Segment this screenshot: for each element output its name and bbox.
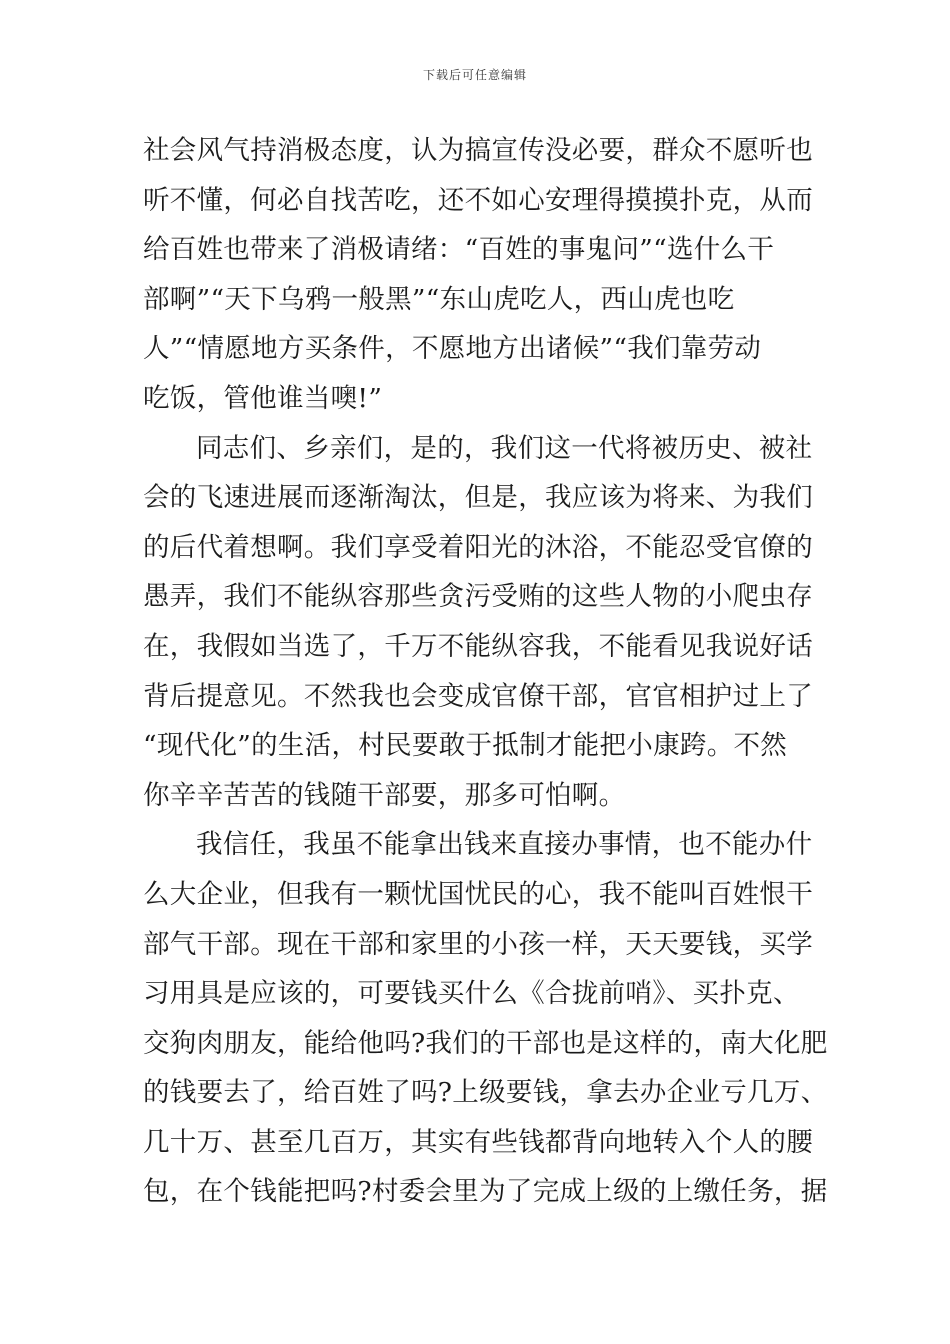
text-line: 么大企业，但我有一颗忧国忧民的心，我不能叫百姓恨干 [143,878,813,910]
text-line: 部啊”“天下乌鸦一般黑”“东山虎吃人，西山虎也吃 [143,283,735,315]
text-line: 习用具是应该的，可要钱买什么《合拢前哨》、买扑克、 [143,978,800,1010]
text-line: 人”“情愿地方买条件，不愿地方出诸候”“我们靠劳动 [143,333,762,365]
text-line: “现代化”的生活，村民要敢于抵制才能把小康跨。不然 [143,730,788,762]
paragraph-1 [143,126,813,424]
text-line: 交狗肉朋友，能给他吗?我们的干部也是这样的，南大化肥 [143,1027,828,1059]
text-line: 听不懂，何必自找苦吃，还不如心安理得摸摸扑克，从而 [143,184,813,216]
page-header: 下载后可任意编辑 [422,68,527,82]
text-line: 愚弄，我们不能纵容那些贪污受贿的这些人物的小爬虫存 [143,581,813,613]
text-line: 包，在个钱能把吗?村委会里为了完成上级的上缴任务，据 [143,1176,828,1208]
text-line: 的钱要去了，给百姓了吗?上级要钱，拿去办企业亏几万、 [143,1077,828,1109]
text-line: 的后代着想啊。我们享受着阳光的沐浴，不能忍受官僚的 [143,531,813,563]
text-line: 你辛辛苦苦的钱随干部要，那多可怕啊。 [143,779,626,811]
text-line: 我信任，我虽不能拿出钱来直接办事情，也不能办什 [196,829,813,861]
text-line: 部气干部。现在干部和家里的小孩一样，天天要钱，买学 [143,928,813,960]
text-line: 吃饭，管他谁当噢!” [143,382,383,414]
text-line: 给百姓也带来了消极请绪：“百姓的事鬼问”“选什么干 [143,234,775,266]
text-line: 几十万、甚至几百万，其实有些钱都背向地转入个人的腰 [143,1126,813,1158]
paragraph-3 [143,820,828,1217]
text-line: 同志们、乡亲们，是的，我们这一代将被历史、被社 [196,432,813,464]
text-line: 社会风气持消极态度，认为搞宣传没必要，群众不愿听也 [143,135,813,166]
text-line: 背后提意见。不然我也会变成官僚干部，官官相护过上了 [143,680,813,712]
text-line: 会的飞速进展而逐渐淘汰，但是，我应该为将来、为我们 [143,482,813,514]
text-line: 在，我假如当选了，千万不能纵容我，不能看见我说好话 [143,630,813,662]
paragraph-2 [143,424,813,821]
document-body [143,126,828,1217]
